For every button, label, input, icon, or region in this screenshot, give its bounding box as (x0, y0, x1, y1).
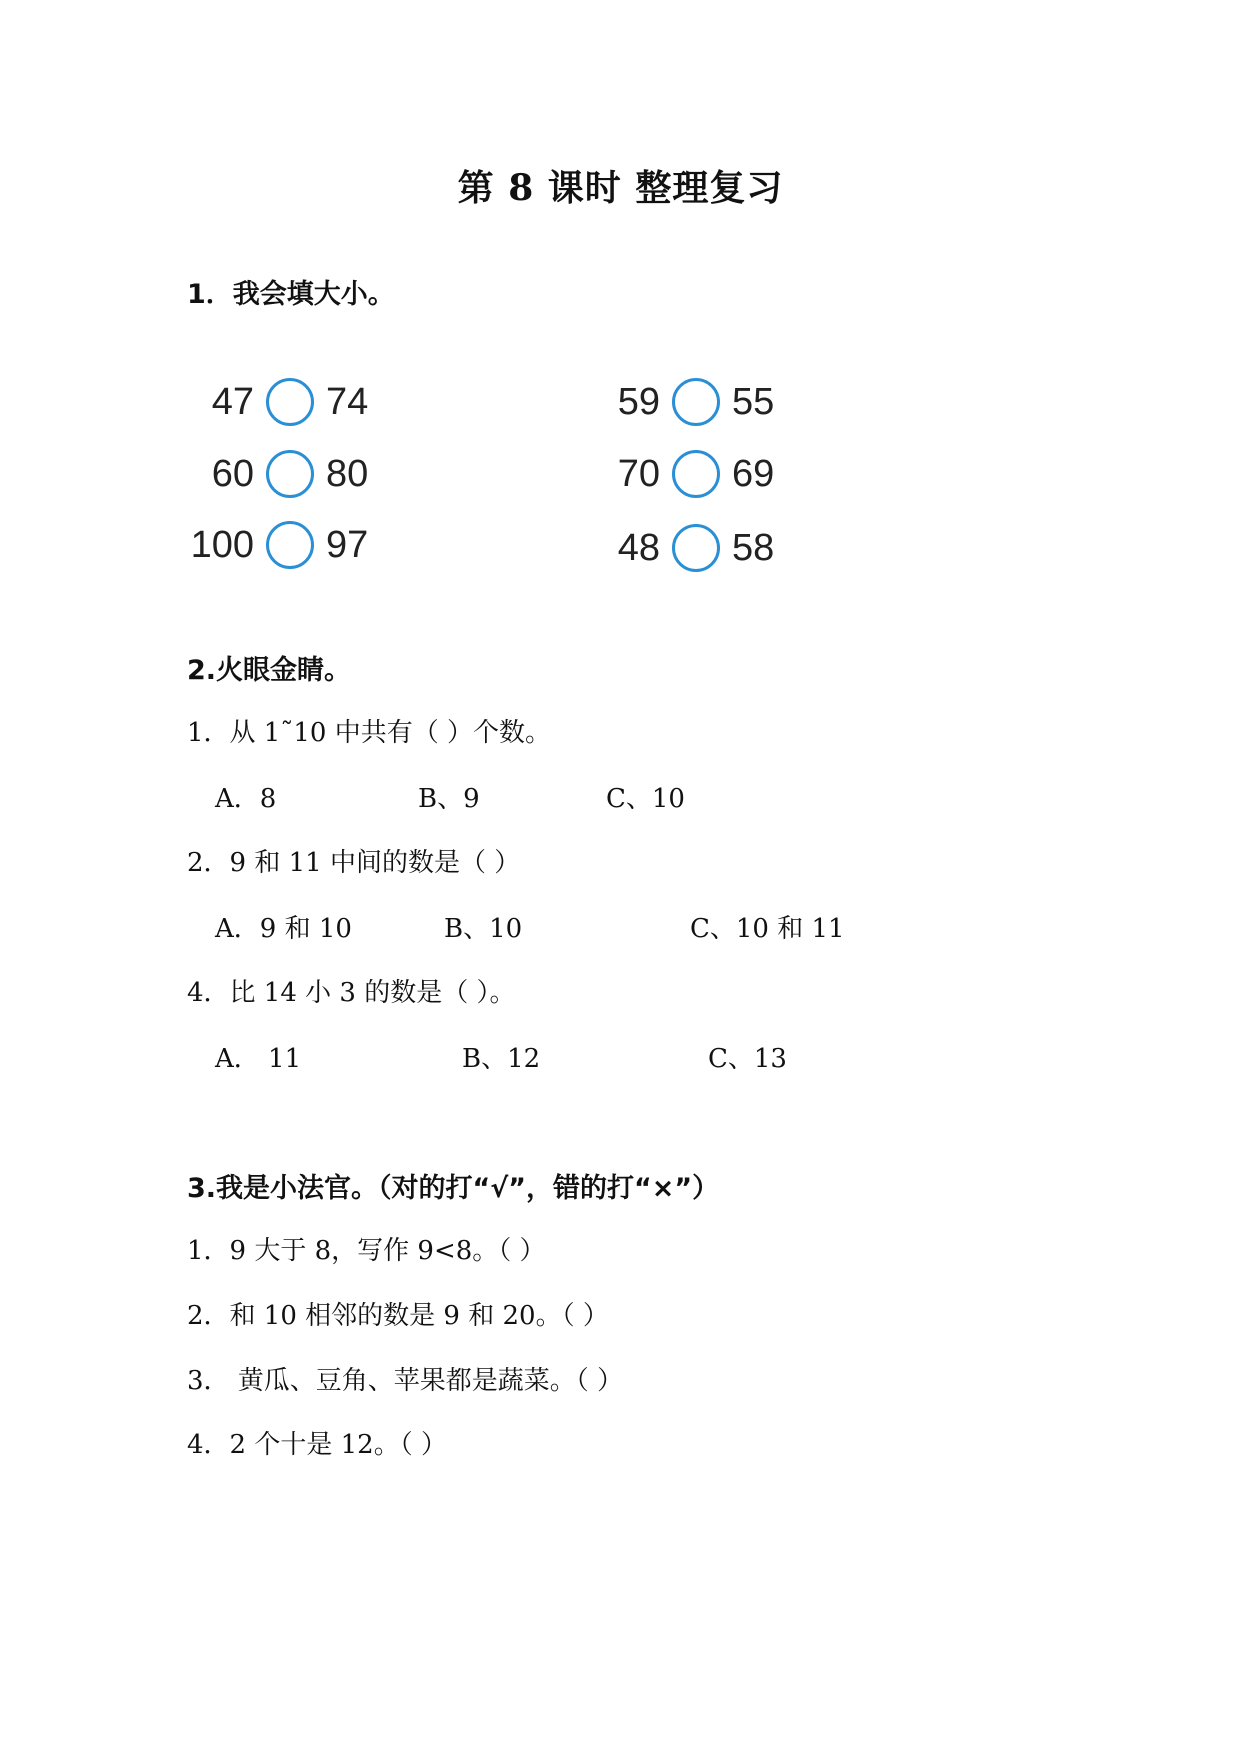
answer-circle[interactable] (266, 450, 314, 498)
section1-heading: 1．我会填大小。 (187, 279, 395, 310)
page-title: 第 8 课时 整理复习 (457, 167, 784, 209)
judgement-item: 1．9 大于 8，写作 9<8。（ ） (187, 1236, 546, 1266)
compare-right-number: 80 (326, 452, 369, 495)
compare-left-number: 47 (211, 380, 254, 423)
compare-right-number: 55 (732, 380, 775, 423)
option-c[interactable]: C、10 (606, 784, 685, 814)
option-b[interactable]: B、12 (462, 1044, 541, 1074)
option-c[interactable]: C、10 和 11 (690, 914, 845, 944)
judgement-item: 3． 黄瓜、豆角、苹果都是蔬菜。（ ） (187, 1366, 624, 1396)
judgement-item: 4．2 个十是 12。（ ） (187, 1430, 447, 1460)
compare-left-number: 60 (211, 452, 254, 495)
compare-pair (176, 378, 368, 426)
option-a[interactable]: A． 11 (215, 1044, 302, 1074)
section3-heading: 3.我是小法官。（对的打“√”，错的打“×”） (187, 1173, 720, 1204)
compare-pair (582, 524, 774, 572)
section2-heading: 2.火眼金睛。 (187, 655, 352, 686)
compare-right-number: 74 (326, 380, 369, 423)
option-a[interactable]: A．9 和 10 (215, 914, 352, 944)
option-b[interactable]: B、9 (418, 784, 480, 814)
compare-pair (582, 450, 774, 498)
compare-right-number: 97 (326, 523, 369, 566)
answer-circle[interactable] (672, 378, 720, 426)
compare-left-number: 70 (617, 452, 660, 495)
judgement-item: 2．和 10 相邻的数是 9 和 20。（ ） (187, 1301, 609, 1331)
compare-left-number: 48 (617, 526, 660, 569)
compare-pair (176, 521, 368, 569)
option-c[interactable]: C、13 (708, 1044, 787, 1074)
compare-left-number: 100 (190, 523, 254, 566)
compare-pair (176, 450, 368, 498)
compare-right-number: 58 (732, 526, 775, 569)
option-b[interactable]: B、10 (444, 914, 523, 944)
compare-pair (582, 378, 774, 426)
option-a[interactable]: A．8 (215, 784, 277, 814)
question-text: 1．从 1˜10 中共有（ ）个数。 (187, 718, 551, 748)
answer-circle[interactable] (266, 521, 314, 569)
compare-left-number: 59 (617, 380, 660, 423)
answer-circle[interactable] (266, 378, 314, 426)
answer-circle[interactable] (672, 450, 720, 498)
question-text: 4．比 14 小 3 的数是（ ）。 (187, 978, 516, 1008)
answer-circle[interactable] (672, 524, 720, 572)
question-text: 2．9 和 11 中间的数是（ ） (187, 848, 521, 878)
compare-right-number: 69 (732, 452, 775, 495)
